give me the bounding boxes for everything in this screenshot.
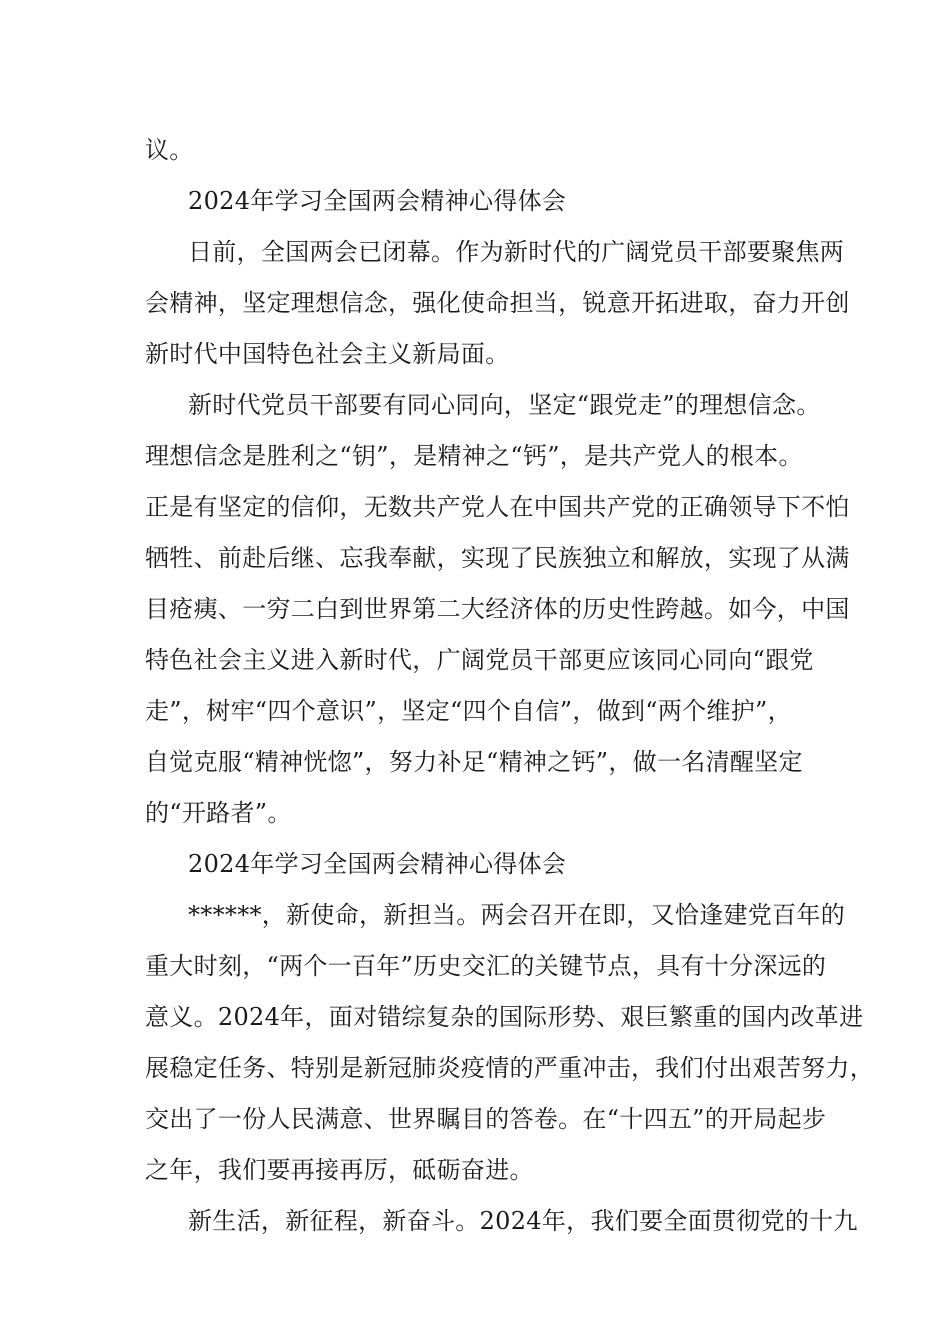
section-heading: 2024年学习全国两会精神心得体会 <box>188 187 567 215</box>
paragraph-line: ******，新使命，新担当。两会召开在即，又恰逢建党百年的 <box>188 901 845 929</box>
paragraph-line: 重大时刻，“两个一百年”历史交汇的关键节点，具有十分深远的 <box>145 952 827 980</box>
paragraph-line: 目疮痍、一穷二白到世界第二大经济体的历史性跨越。如今，中国 <box>145 595 850 623</box>
section-heading: 2024年学习全国两会精神心得体会 <box>188 850 567 878</box>
paragraph-line: 新生活，新征程，新奋斗。2024年，我们要全面贯彻党的十九 <box>188 1207 858 1235</box>
paragraph-line: 日前，全国两会已闭幕。作为新时代的广阔党员干部要聚焦两 <box>188 238 845 266</box>
paragraph-line: 走”，树牢“四个意识”，坚定“四个自信”，做到“两个维护”， <box>145 697 792 725</box>
paragraph-line: 议。 <box>145 136 194 164</box>
paragraph-line: 牺牲、前赴后继、忘我奉献，实现了民族独立和解放，实现了从满 <box>145 544 850 572</box>
paragraph-line: 新时代党员干部要有同心同向，坚定“跟党走”的理想信念。 <box>188 391 821 419</box>
paragraph-line: 正是有坚定的信仰，无数共产党人在中国共产党的正确领导下不怕 <box>145 493 850 521</box>
paragraph-line: 特色社会主义进入新时代，广阔党员干部更应该同心同向“跟党 <box>145 646 814 674</box>
paragraph-line: 交出了一份人民满意、世界瞩目的答卷。在“十四五”的开局起步 <box>145 1105 827 1133</box>
paragraph-line: 自觉克服“精神恍惚”，努力补足“精神之钙”，做一名清醒坚定 <box>145 748 803 776</box>
paragraph-line: 理想信念是胜利之“钥”，是精神之“钙”，是共产党人的根本。 <box>145 442 803 470</box>
paragraph-line: 展稳定任务、特别是新冠肺炎疫情的严重冲击，我们付出艰苦努力， <box>145 1054 874 1082</box>
paragraph-line: 意义。2024年，面对错综复杂的国际形势、艰巨繁重的国内改革进 <box>145 1003 864 1031</box>
paragraph-line: 新时代中国特色社会主义新局面。 <box>145 340 510 368</box>
paragraph-line: 之年，我们要再接再厉，砥砺奋进。 <box>145 1156 534 1184</box>
paragraph-line: 会精神，坚定理想信念，强化使命担当，锐意开拓进取，奋力开创 <box>145 289 850 317</box>
paragraph-line: 的“开路者”。 <box>145 799 292 827</box>
